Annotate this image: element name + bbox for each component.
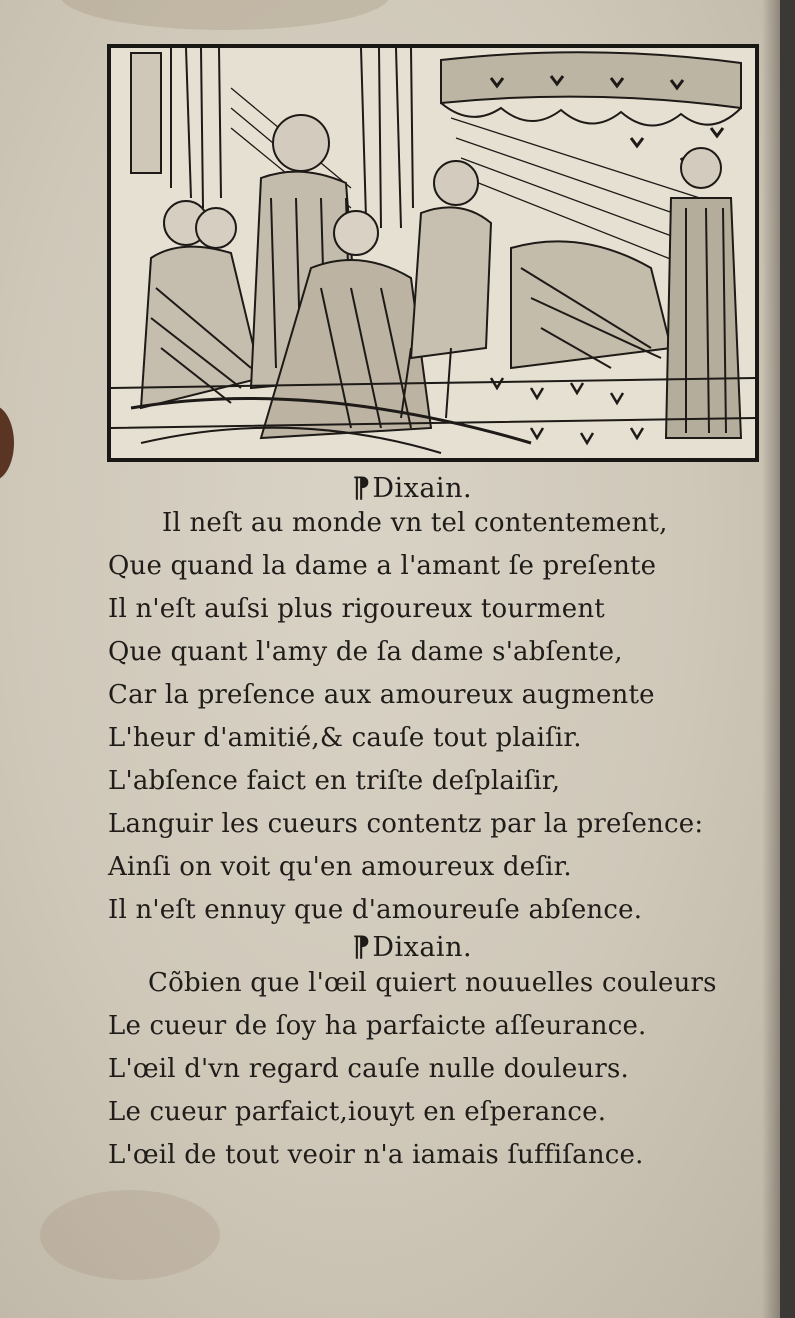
verse-line: Que quand la dame a l'amant ſe preſente <box>108 551 657 581</box>
stanza-heading: ¶Dixain. <box>352 930 473 963</box>
verse-line: L'abſence faict en triſte deſplaiſir, <box>108 766 561 796</box>
verse-line: L'œil de tout veoir n'a iamais ſuffiſance. <box>108 1140 644 1170</box>
verse-line: L'œil d'vn regard cauſe nulle douleurs. <box>108 1054 629 1084</box>
verse-line: L'heur d'amitié,& cauſe tout plaiſir. <box>108 723 582 753</box>
page-edge-shadow <box>762 0 780 1318</box>
verse-line: Il n'eſt auſsi plus rigoureux tourment <box>108 594 605 624</box>
paper-stain <box>40 1190 220 1280</box>
woodcut-engraving <box>111 48 755 458</box>
pilcrow-icon: ¶ <box>352 471 371 504</box>
verse-line: Cõbien que l'œil quiert nouuelles couleurs <box>148 968 717 998</box>
verse-line: Car la preſence aux amoureux augmente <box>108 680 655 710</box>
verse-line: Languir les cueurs contentz par la preſence: <box>108 809 704 839</box>
verse-line: Ainſi on voit qu'en amoureux deſir. <box>108 852 572 882</box>
verse-line: Il n'eſt ennuy que d'amoureuſe abſence. <box>108 895 643 925</box>
paper-stain <box>60 0 390 30</box>
verse-line: Le cueur parfaict,iouyt en eſperance. <box>108 1097 607 1127</box>
stanza-heading: ¶Dixain. <box>352 471 473 504</box>
verse-line: Que quant l'amy de ſa dame s'abſente, <box>108 637 623 667</box>
verse-line: Il neſt au monde vn tel contentement, <box>162 508 668 538</box>
verse-line: Le cueur de ſoy ha parfaicte aſſeurance. <box>108 1011 647 1041</box>
woodcut-illustration <box>107 44 759 462</box>
bookmark-edge <box>0 405 14 481</box>
pilcrow-icon: ¶ <box>352 930 371 963</box>
